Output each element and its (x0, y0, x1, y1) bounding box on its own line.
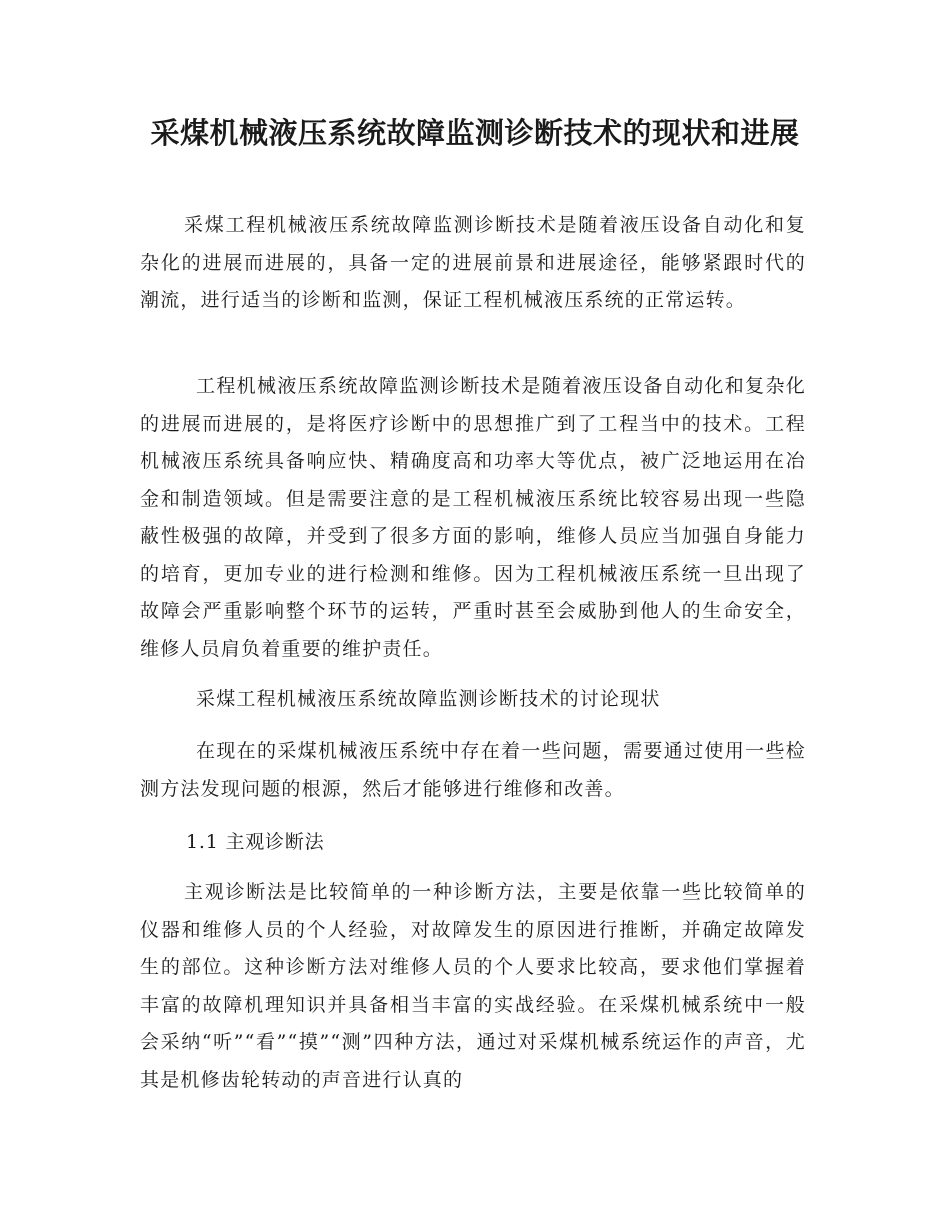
intro-paragraph: 采煤工程机械液压系统故障监测诊断技术是随着液压设备自动化和复杂化的进展而进展的，具备一定的进展前景和进展途径，能够紧跟时代的潮流，进行适当的诊断和监测，保证工程机械液压系统的正常运转。 (140, 214, 806, 311)
subsection-heading: 1.1 主观诊断法 (186, 831, 325, 853)
background-paragraph: 工程机械液压系统故障监测诊断技术是随着液压设备自动化和复杂化的进展而进展的，是将医疗诊断中的思想推广到了工程当中的技术。工程机械液压系统具备响应快、精确度高和功率大等优点，被广泛地运用在冶金和制造领域。但是需要注意的是工程机械液压系统比较容易出现一些隐蔽性极强的故障，并受到了很多方面的影响，维修人员应当加强自身能力的培育，更加专业的进行检测和维修。因为工程机械液压系统一旦出现了故障会严重影响整个环节的运转，严重时甚至会威胁到他人的生命安全，维修人员肩负着重要的维护责任。 (140, 375, 806, 660)
section-paragraph: 在现在的采煤机械液压系统中存在着一些问题，需要通过使用一些检测方法发现问题的根源，然后才能够进行维修和改善。 (140, 740, 806, 800)
subsection-paragraph: 主观诊断法是比较简单的一种诊断方法，主要是依靠一些比较简单的仪器和维修人员的个人经验，对故障发生的原因进行推断，并确定故障发生的部位。这种诊断方法对维修人员的个人要求比较高，要求他们掌握着丰富的故障机理知识并具备相当丰富的实战经验。在采煤机械系统中一般会采纳“听”“看”“摸”“测”四种方法，通过对采煤机械系统运作的声音，尤其是机修齿轮转动的声音进行认真的 (140, 881, 806, 1091)
section-heading: 采煤工程机械液压系统故障监测诊断技术的讨论现状 (196, 688, 661, 710)
document-title: 采煤机械液压系统故障监测诊断技术的现状和进展 (150, 116, 800, 150)
